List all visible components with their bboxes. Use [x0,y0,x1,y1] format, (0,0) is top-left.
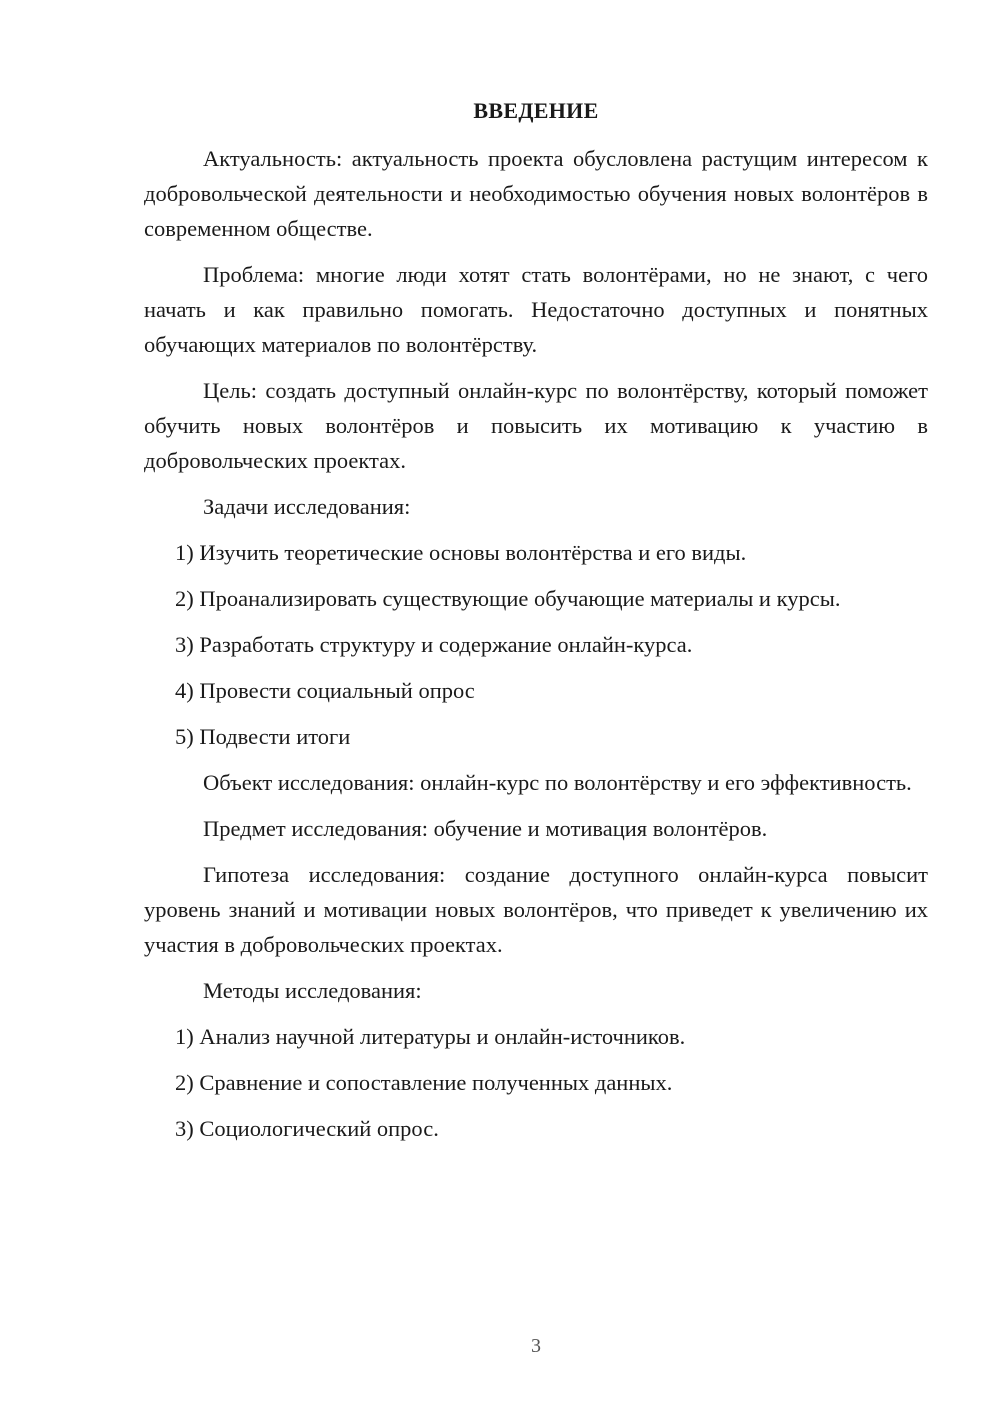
method-item-3: 3) Социологический опрос. [175,1116,439,1141]
page-number: 3 [531,1335,541,1357]
document-body [144,141,928,1157]
page-title: ВВЕДЕНИЕ [473,98,599,123]
method-item-2: 2) Сравнение и сопоставление полученных данных. [175,1070,673,1095]
hypothesis-paragraph: Гипотеза исследования: создание доступного онлайн-курса повысит уровень знаний и мотивации новых волонтёров, что приведет к увеличению их участия в добровольческих проектах. [144,862,928,957]
method-item-1: 1) Анализ научной литературы и онлайн-источников. [175,1024,686,1049]
subject-paragraph: Предмет исследования: обучение и мотивация волонтёров. [203,816,768,841]
problem-paragraph: Проблема: многие люди хотят стать волонтёрами, но не знают, с чего начать и как правильно помогать. Недостаточно доступных и понятных обучающих материалов по волонтёрству. [144,262,928,357]
methods-title: Методы исследования: [203,978,422,1003]
task-item-5: 5) Подвести итоги [175,724,351,749]
goal-paragraph: Цель: создать доступный онлайн-курс по волонтёрству, который поможет обучить новых волонтёров и повысить их мотивацию к участию в добровольческих проектах. [144,378,928,473]
relevance-paragraph: Актуальность: актуальность проекта обусловлена растущим интересом к добровольческой деятельности и необходимостью обучения новых волонтёров в современном обществе. [144,146,928,241]
task-item-4: 4) Провести социальный опрос [175,678,475,703]
object-paragraph: Объект исследования: онлайн-курс по волонтёрству и его эффективность. [203,770,912,795]
task-item-1: 1) Изучить теоретические основы волонтёрства и его виды. [175,540,747,565]
task-item-3: 3) Разработать структуру и содержание онлайн-курса. [175,632,693,657]
task-item-2: 2) Проанализировать существующие обучающие материалы и курсы. [175,586,841,611]
tasks-title: Задачи исследования: [203,494,411,519]
